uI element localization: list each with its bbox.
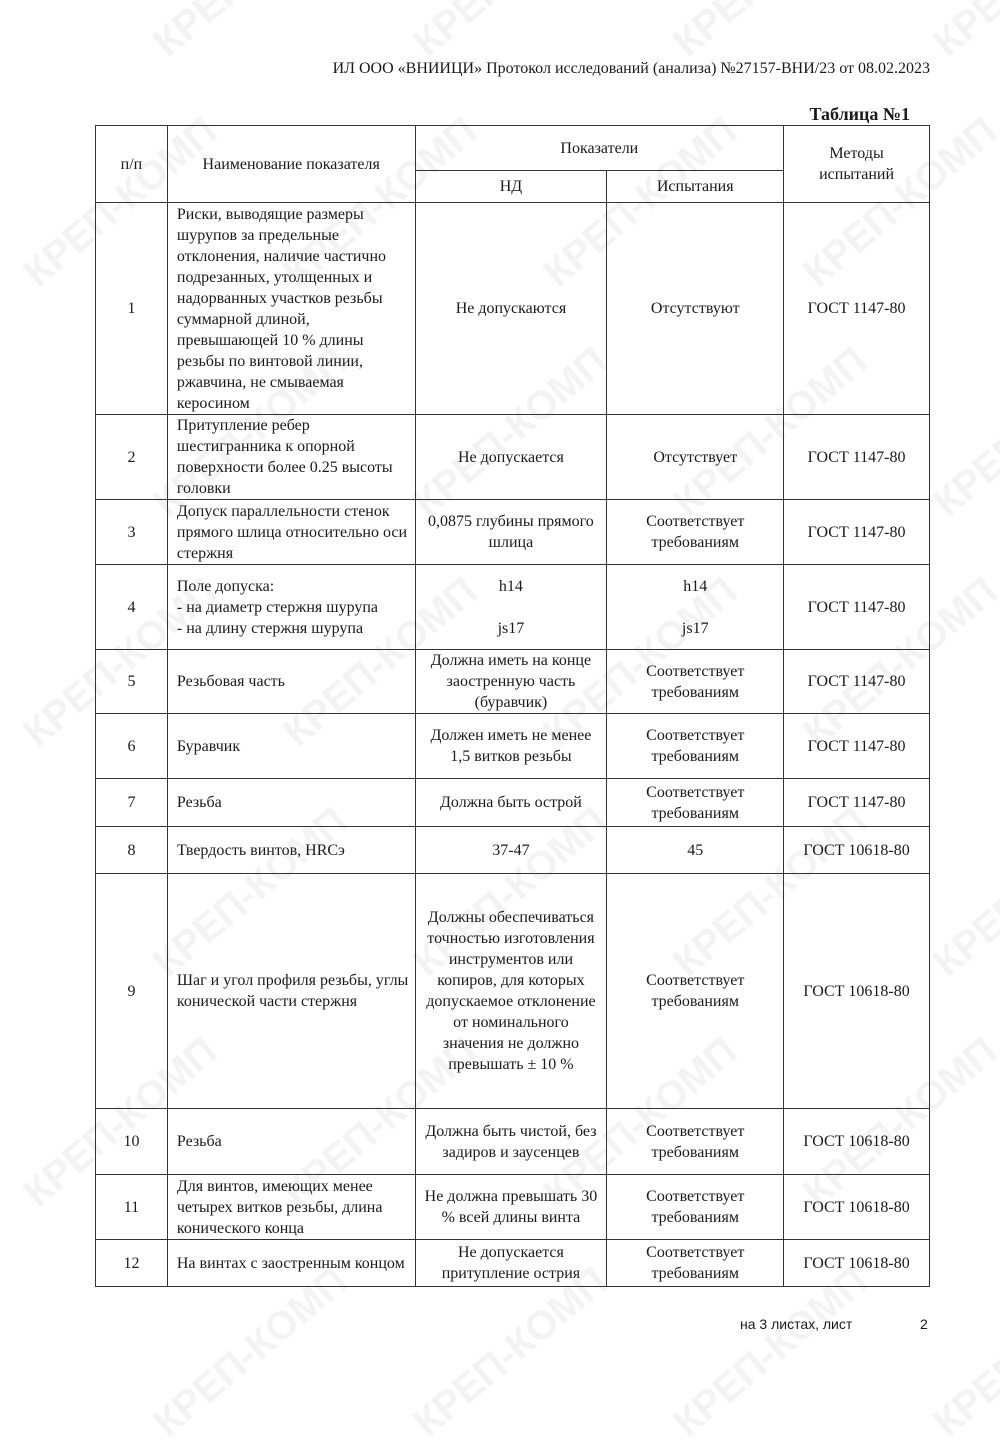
row-name: Поле допуска: - на диаметр стержня шурупа - на длину стержня шурупа [167,565,415,650]
row-number: 8 [96,827,168,874]
row-method: ГОСТ 10618-80 [784,1175,930,1240]
table-row [96,565,930,650]
row-nd: Должна иметь на конце заостренную часть (буравчик) [415,650,607,714]
row-test: 45 [607,827,784,874]
row-test: Соответствует требованиям [607,1109,784,1175]
header-indicators: Показатели [415,126,784,171]
row-number: 1 [96,203,168,415]
table-row [96,1240,930,1287]
row-name: Резьбовая часть [167,650,415,714]
row-name: Допуск параллельности стенок прямого шлица относительно оси стержня [167,500,415,565]
row-nd: Не допускается [415,415,607,500]
row-test: Соответствует требованиям [607,1240,784,1287]
watermark [665,0,876,66]
page-footer: на 3 листах, лист [740,1316,853,1332]
table-row [96,874,930,1109]
document-header: ИЛ ООО «ВНИИЦИ» Протокол исследований (анализа) №27157-ВНИ/23 от 08.02.2023 [332,60,930,77]
table-row [96,415,930,500]
row-number: 5 [96,650,168,714]
row-method: ГОСТ 1147-80 [784,500,930,565]
row-nd: h14 js17 [415,565,607,650]
row-test: Соответствует требованиям [607,874,784,1109]
header-name: Наименование показателя [167,126,415,203]
watermark [925,0,1000,66]
row-name: Буравчик [167,714,415,779]
row-nd: 37-47 [415,827,607,874]
table-row [96,779,930,827]
row-number: 6 [96,714,168,779]
watermark [925,339,1000,526]
row-method: ГОСТ 1147-80 [784,714,930,779]
header-methods: Методы испытаний [784,126,930,203]
row-test: Отсутствует [607,415,784,500]
row-method: ГОСТ 1147-80 [784,203,930,415]
watermark [405,0,616,66]
row-name: Твердость винтов, HRCэ [167,827,415,874]
row-nd: Не должна превышать 30 % всей длины винта [415,1175,607,1240]
row-method: ГОСТ 1147-80 [784,415,930,500]
row-name: Риски, выводящие размеры шурупов за предельные отклонения, наличие частично подрезанных, утолщенных и надорванных участков резьбы суммарной длиной, превышающей 10 % длины резьбы по винтовой линии, ржавчина, не смываемая керосином [167,203,415,415]
row-test: Соответствует требованиям [607,779,784,827]
row-test: Соответствует требованиям [607,714,784,779]
header-nd: НД [415,171,607,203]
table-row [96,1109,930,1175]
row-number: 4 [96,565,168,650]
watermark [145,0,356,66]
watermark [145,1259,356,1446]
row-number: 3 [96,500,168,565]
results-table [95,125,930,1287]
row-name: Для винтов, имеющих менее четырех витков резьбы, длина конического конца [167,1175,415,1240]
row-method: ГОСТ 10618-80 [784,1240,930,1287]
watermark [925,1259,1000,1446]
row-test: Соответствует требованиям [607,650,784,714]
header-test: Испытания [607,171,784,203]
row-number: 11 [96,1175,168,1240]
row-number: 12 [96,1240,168,1287]
row-nd: Должна быть острой [415,779,607,827]
header-num: п/п [96,126,168,203]
row-method: ГОСТ 10618-80 [784,827,930,874]
row-method: ГОСТ 1147-80 [784,650,930,714]
table-row [96,203,930,415]
row-number: 2 [96,415,168,500]
row-name: Шаг и угол профиля резьбы, углы конической части стержня [167,874,415,1109]
row-name: На винтах с заостренным концом [167,1240,415,1287]
table-title: Таблица №1 [809,104,910,124]
row-nd: Не допускаются [415,203,607,415]
row-test: h14 js17 [607,565,784,650]
table-row [96,500,930,565]
row-test: Отсутствуют [607,203,784,415]
watermark [0,0,96,66]
row-number: 10 [96,1109,168,1175]
row-method: ГОСТ 10618-80 [784,1109,930,1175]
row-test: Соответствует требованиям [607,500,784,565]
table-row [96,827,930,874]
row-name: Резьба [167,1109,415,1175]
row-nd: 0,0875 глубины прямого шлица [415,500,607,565]
row-method: ГОСТ 10618-80 [784,874,930,1109]
row-name: Притупление ребер шестигранника к опорной поверхности более 0.25 высоты головки [167,415,415,500]
table-row [96,714,930,779]
watermark [925,799,1000,986]
row-number: 7 [96,779,168,827]
table-row [96,650,930,714]
row-nd: Должны обеспечиваться точностью изготовления инструментов или копиров, для которых допускаемое отклонение от номинального значения не должно превышать ± 10 % [415,874,607,1109]
row-nd: Должен иметь не менее 1,5 витков резьбы [415,714,607,779]
table-row [96,1175,930,1240]
row-number: 9 [96,874,168,1109]
row-nd: Не допускается притупление острия [415,1240,607,1287]
watermark [665,1259,876,1446]
row-name: Резьба [167,779,415,827]
row-method: ГОСТ 1147-80 [784,565,930,650]
row-nd: Должна быть чистой, без задиров и заусенцев [415,1109,607,1175]
row-method: ГОСТ 1147-80 [784,779,930,827]
watermark [405,1259,616,1446]
page-number: 2 [920,1316,928,1332]
row-test: Соответствует требованиям [607,1175,784,1240]
